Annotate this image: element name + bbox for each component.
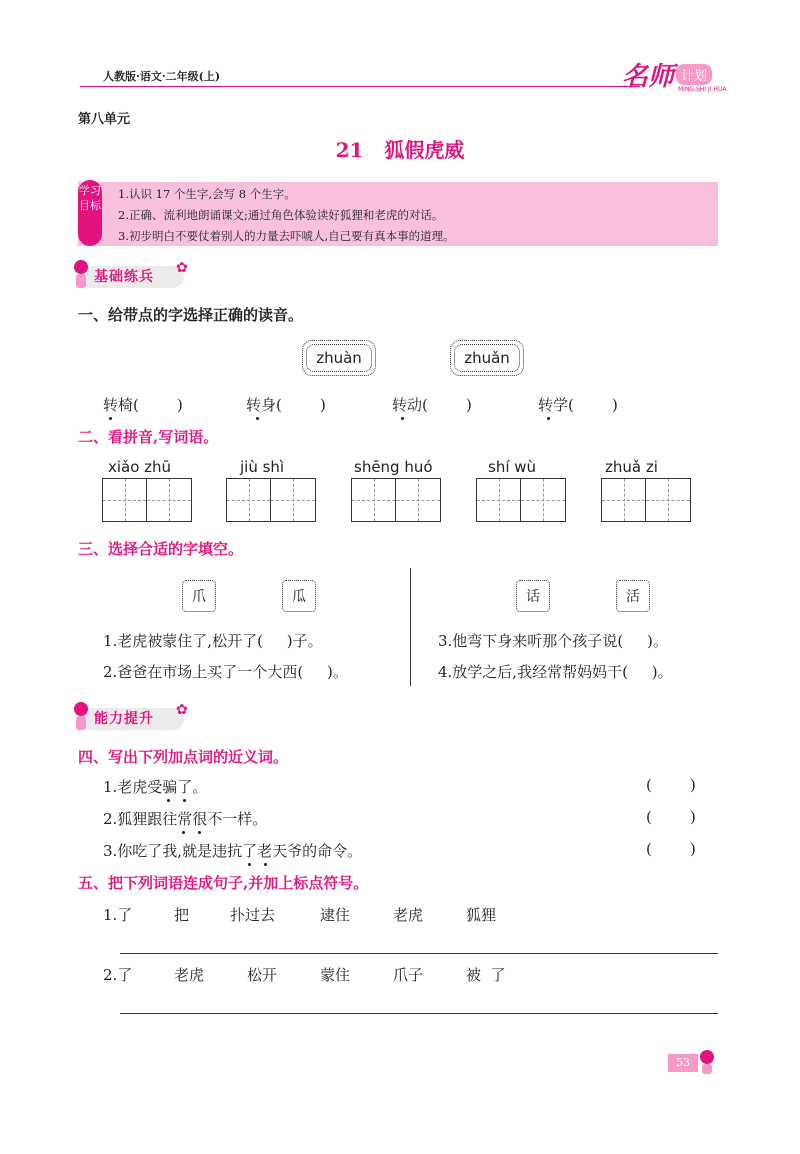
section-title-basic: 基础练兵: [94, 269, 154, 285]
lesson-name: 狐假虎威: [384, 138, 465, 162]
q3-item-2: 2.爸爸在市场上买了一个大西( )。: [103, 663, 348, 681]
q5-word: 2.了: [103, 966, 133, 984]
writing-grid-5[interactable]: [601, 478, 691, 522]
grid-cell[interactable]: [602, 479, 646, 521]
unit-label: 第八单元: [78, 112, 131, 127]
q5-word: 把: [174, 906, 190, 924]
writing-grid-2[interactable]: [226, 478, 316, 522]
char-choice-4: 活: [616, 580, 650, 612]
pinyin-option-1-text: zhuàn: [306, 344, 372, 372]
emphasis-dot: [248, 863, 251, 866]
emphasis-dot: [264, 863, 267, 866]
grid-cell[interactable]: [227, 479, 271, 521]
answer-line-1[interactable]: [120, 953, 718, 954]
header-rule: [80, 86, 640, 87]
q1-item-3: 转动( ): [392, 396, 472, 414]
emphasis-dot: [182, 831, 185, 834]
writing-grid-3[interactable]: [351, 478, 441, 522]
q5-word: 1.了: [103, 906, 133, 924]
q2-pinyin-3: shēng huó: [354, 458, 433, 476]
flower-icon: ✿: [176, 702, 188, 718]
column-divider: [410, 568, 411, 686]
q4-blank-1[interactable]: ( ): [646, 776, 696, 794]
lesson-number: 21: [335, 138, 364, 162]
emphasis-dot: [109, 417, 112, 420]
q2-pinyin-5: zhuǎ zi: [605, 458, 658, 476]
logo-main: 名师: [622, 62, 675, 92]
emphasis-dot: [198, 831, 201, 834]
q2-pinyin-1: xiǎo zhū: [108, 458, 172, 476]
q3-title: 三、选择合适的字填空。: [78, 540, 244, 558]
q3-item-3: 3.他弯下身来听那个孩子说( )。: [438, 632, 668, 650]
grid-cell[interactable]: [271, 479, 315, 521]
grid-cell[interactable]: [521, 479, 565, 521]
writing-grid-4[interactable]: [476, 478, 566, 522]
section-title-ability: 能力提升: [94, 711, 154, 727]
girl-body-icon: [76, 274, 86, 288]
emphasis-dot: [256, 417, 259, 420]
goal-item-3: 3.初步明白不要仗着别人的力量去吓唬人,自己要有真本事的道理。: [118, 229, 455, 243]
grid-cell[interactable]: [646, 479, 690, 521]
girl-body-icon: [702, 1064, 712, 1074]
q2-pinyin-4: shí wù: [488, 458, 537, 476]
q5-word: 老虎: [393, 906, 424, 924]
grid-cell[interactable]: [352, 479, 396, 521]
q4-item-2: 2.狐狸跟往常很不一样。: [103, 810, 268, 828]
writing-grid-1[interactable]: [102, 478, 192, 522]
girl-icon: [74, 702, 88, 716]
emphasis-dot: [547, 417, 550, 420]
grid-cell[interactable]: [103, 479, 147, 521]
grid-cell[interactable]: [147, 479, 191, 521]
q5-word: 老虎: [174, 966, 205, 984]
char-choice-1: 爪: [182, 580, 216, 612]
char-choice-3: 话: [516, 580, 550, 612]
emphasis-dot: [401, 417, 404, 420]
section-banner-ability: [72, 700, 192, 734]
q5-word: 逮住: [320, 906, 351, 924]
grid-cell[interactable]: [396, 479, 440, 521]
q1-title: 一、给带点的字选择正确的读音。: [78, 306, 304, 324]
q4-blank-2[interactable]: ( ): [646, 808, 696, 826]
q5-word: 扑过去: [230, 906, 276, 924]
q5-word: 被 了: [466, 966, 506, 984]
pinyin-option-1: [302, 340, 376, 376]
lesson-title: [0, 134, 800, 163]
goal-item-1: 1.认识 17 个生字,会写 8 个生字。: [118, 187, 296, 201]
goal-item-2: 2.正确、流利地朗诵课文;通过角色体验读好狐狸和老虎的对话。: [118, 208, 444, 222]
char-choice-2: 瓜: [282, 580, 316, 612]
girl-icon: [74, 260, 88, 274]
q5-word: 蒙住: [320, 966, 351, 984]
goals-badge: 学习目标: [78, 180, 102, 246]
section-banner-basic: [72, 258, 192, 292]
grid-cell[interactable]: [477, 479, 521, 521]
book-edition: 人教版·语文·二年级(上): [103, 70, 221, 83]
q2-title: 二、看拼音,写词语。: [78, 428, 219, 446]
q1-item-2: 转身( ): [246, 396, 326, 414]
pinyin-option-2-text: zhuǎn: [454, 344, 520, 372]
q2-pinyin-2: jiù shì: [240, 458, 285, 476]
q4-title: 四、写出下列加点词的近义词。: [78, 748, 289, 766]
page-number: 53: [668, 1054, 698, 1072]
q3-item-4: 4.放学之后,我经常帮妈妈干( )。: [438, 663, 673, 681]
pinyin-option-2: [450, 340, 524, 376]
q1-item-4: 转学( ): [538, 396, 618, 414]
q3-item-1: 1.老虎被蒙住了,松开了( )子。: [103, 632, 323, 650]
emphasis-dot: [183, 799, 186, 802]
q1-item-1: 转椅( ): [103, 396, 183, 414]
q4-item-1: 1.老虎受骗了。: [103, 778, 208, 796]
girl-icon: [700, 1050, 714, 1064]
answer-line-2[interactable]: [120, 1013, 718, 1014]
q5-title: 五、把下列词语连成句子,并加上标点符号。: [78, 874, 369, 892]
logo-sub: 计划: [676, 64, 712, 85]
q4-blank-3[interactable]: ( ): [646, 840, 696, 858]
girl-body-icon: [76, 716, 86, 730]
logo-pinyin: MING SHI JI HUA: [678, 86, 727, 93]
flower-icon: ✿: [176, 260, 188, 276]
q4-item-3: 3.你吃了我,就是违抗了老天爷的命令。: [103, 842, 363, 860]
q5-word: 爪子: [393, 966, 424, 984]
q5-word: 松开: [247, 966, 278, 984]
emphasis-dot: [167, 799, 170, 802]
q5-word: 狐狸: [466, 906, 497, 924]
brand-logo: [622, 56, 727, 100]
